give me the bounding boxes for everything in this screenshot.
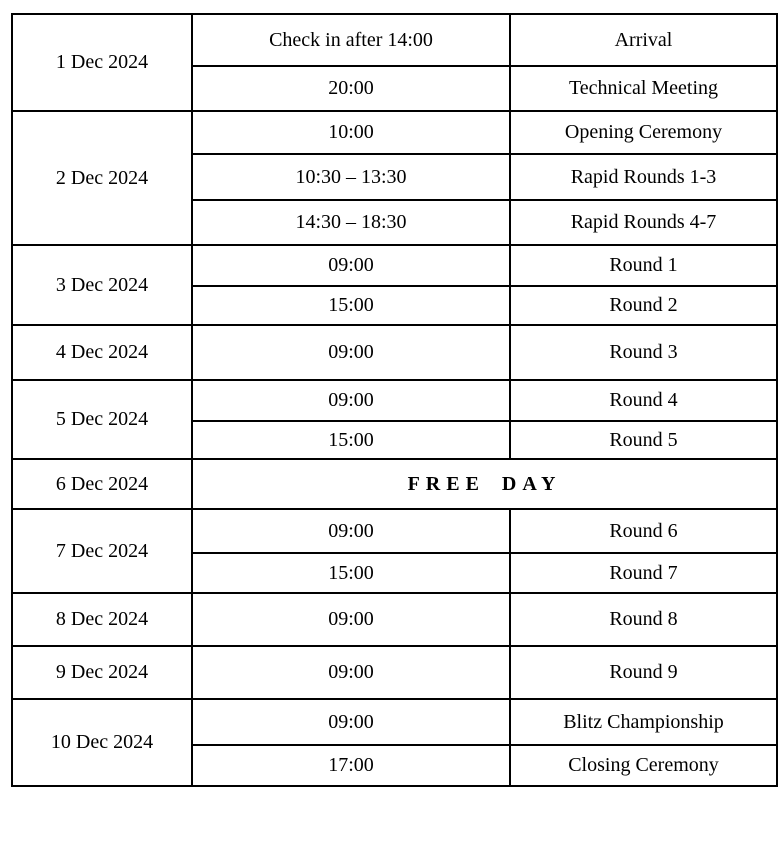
date-cell: 6 Dec 2024 bbox=[12, 459, 192, 509]
event-cell: Round 5 bbox=[510, 421, 777, 459]
time-cell: 14:30 – 18:30 bbox=[192, 200, 510, 245]
event-cell: Round 3 bbox=[510, 325, 777, 380]
event-cell: Closing Ceremony bbox=[510, 745, 777, 786]
date-cell: 8 Dec 2024 bbox=[12, 593, 192, 646]
time-cell: 09:00 bbox=[192, 245, 510, 286]
table-row bbox=[12, 325, 777, 380]
table-row bbox=[12, 245, 777, 286]
table-row bbox=[12, 699, 777, 745]
event-cell: Round 9 bbox=[510, 646, 777, 699]
time-cell: 15:00 bbox=[192, 286, 510, 325]
time-cell: 17:00 bbox=[192, 745, 510, 786]
date-cell: 4 Dec 2024 bbox=[12, 325, 192, 380]
time-cell: 09:00 bbox=[192, 380, 510, 421]
time-cell: 09:00 bbox=[192, 646, 510, 699]
time-cell: 09:00 bbox=[192, 593, 510, 646]
event-cell: Arrival bbox=[510, 14, 777, 66]
free-day-cell: FREE DAY bbox=[192, 459, 777, 509]
time-cell: 09:00 bbox=[192, 509, 510, 553]
date-cell: 1 Dec 2024 bbox=[12, 14, 192, 111]
table-row bbox=[12, 646, 777, 699]
table-row bbox=[12, 380, 777, 421]
date-cell: 10 Dec 2024 bbox=[12, 699, 192, 786]
table-row bbox=[12, 459, 777, 509]
table-row bbox=[12, 593, 777, 646]
schedule-table bbox=[11, 13, 778, 787]
time-cell: 15:00 bbox=[192, 553, 510, 593]
date-cell: 2 Dec 2024 bbox=[12, 111, 192, 245]
table-row bbox=[12, 14, 777, 66]
event-cell: Round 1 bbox=[510, 245, 777, 286]
event-cell: Round 4 bbox=[510, 380, 777, 421]
event-cell: Rapid Rounds 1-3 bbox=[510, 154, 777, 200]
time-cell: 10:00 bbox=[192, 111, 510, 154]
date-cell: 9 Dec 2024 bbox=[12, 646, 192, 699]
time-cell: 09:00 bbox=[192, 699, 510, 745]
time-cell: 20:00 bbox=[192, 66, 510, 111]
event-cell: Technical Meeting bbox=[510, 66, 777, 111]
event-cell: Rapid Rounds 4-7 bbox=[510, 200, 777, 245]
time-cell: 15:00 bbox=[192, 421, 510, 459]
time-cell: 10:30 – 13:30 bbox=[192, 154, 510, 200]
event-cell: Blitz Championship bbox=[510, 699, 777, 745]
date-cell: 7 Dec 2024 bbox=[12, 509, 192, 593]
time-cell: 09:00 bbox=[192, 325, 510, 380]
table-row bbox=[12, 111, 777, 154]
event-cell: Opening Ceremony bbox=[510, 111, 777, 154]
event-cell: Round 2 bbox=[510, 286, 777, 325]
time-cell: Check in after 14:00 bbox=[192, 14, 510, 66]
event-cell: Round 6 bbox=[510, 509, 777, 553]
date-cell: 3 Dec 2024 bbox=[12, 245, 192, 325]
date-cell: 5 Dec 2024 bbox=[12, 380, 192, 459]
table-row bbox=[12, 509, 777, 553]
event-cell: Round 8 bbox=[510, 593, 777, 646]
event-cell: Round 7 bbox=[510, 553, 777, 593]
